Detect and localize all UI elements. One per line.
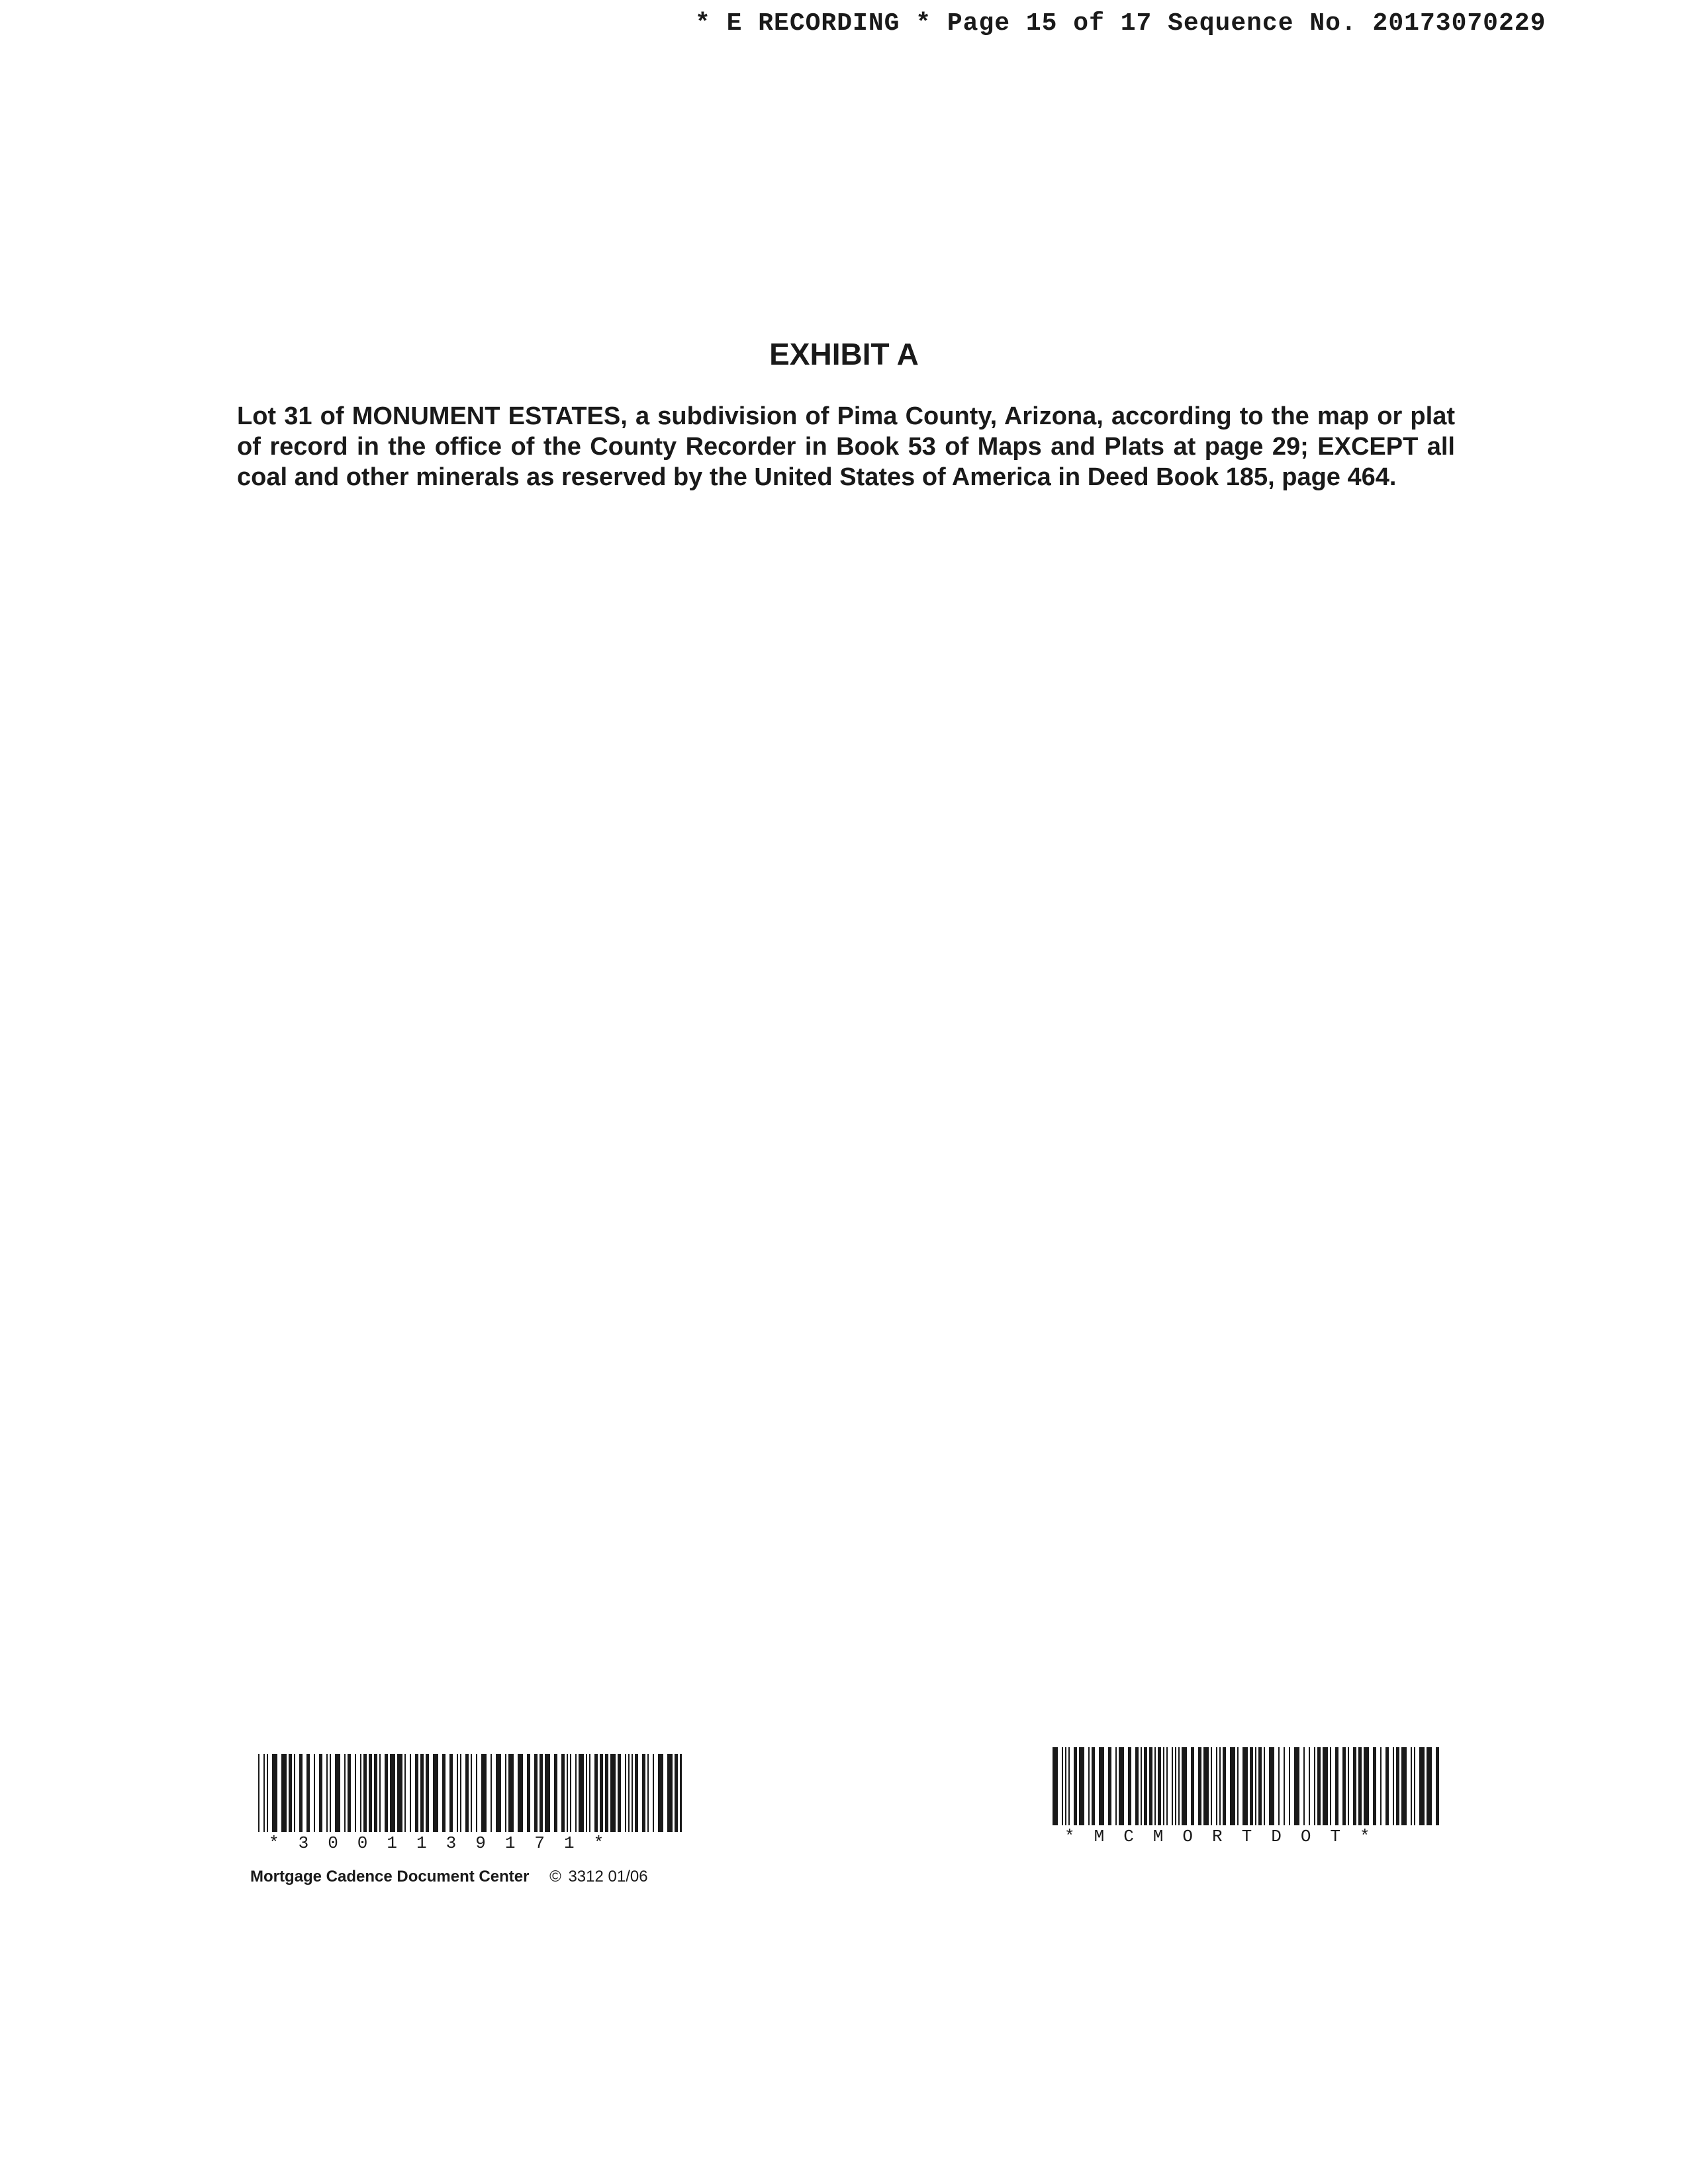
barcode-bar [534,1754,538,1832]
barcode-bar [1144,1747,1147,1825]
barcode-bar [449,1754,453,1832]
barcode-bar [314,1754,315,1832]
barcode-bar [1149,1747,1152,1825]
barcode-bar [1088,1747,1090,1825]
barcode-bar [1079,1747,1084,1825]
barcode-bar [1427,1747,1432,1825]
barcode-bar [263,1754,265,1832]
barcode-bar [642,1754,645,1832]
barcode-bar [496,1754,501,1832]
barcode-bar [433,1754,438,1832]
barcode-bar [420,1754,424,1832]
barcode-bar [508,1754,514,1832]
barcode-bar [594,1754,598,1832]
barcode-bar [1373,1747,1376,1825]
barcode-bar [1269,1747,1274,1825]
footer-company: Mortgage Cadence Document Center [250,1868,530,1886]
barcode-bar [360,1754,361,1832]
barcode-bar [1108,1747,1111,1825]
barcode-bar [1062,1747,1063,1825]
barcode-bar [1115,1747,1117,1825]
barcode-bar [1396,1747,1399,1825]
barcode-bar [426,1754,429,1832]
barcode-bar [567,1754,568,1832]
barcode-bar [390,1754,395,1832]
barcode-bar [586,1754,587,1832]
barcode-bar [1358,1747,1362,1825]
barcode-bar [476,1754,477,1832]
barcode-bar [1348,1747,1349,1825]
barcode-bar [299,1754,303,1832]
barcode-bar [1154,1747,1156,1825]
barcode-bar [289,1754,292,1832]
barcode-bar [1380,1747,1382,1825]
barcode-bar [415,1754,418,1832]
barcode-bar [579,1754,584,1832]
barcode-bar [680,1754,682,1832]
barcode-bar [1166,1747,1168,1825]
barcode-bar [628,1754,630,1832]
barcode-bar [1175,1747,1176,1825]
barcode-bar [518,1754,523,1832]
barcode-bar [355,1754,356,1832]
barcode-bar [330,1754,331,1832]
barcode-bar [385,1754,388,1832]
barcode-bar [1278,1747,1280,1825]
barcode-bar [410,1754,411,1832]
barcode-bar [1264,1747,1265,1825]
barcode-bar [258,1754,259,1832]
barcode-bar [667,1754,673,1832]
barcode-bar [554,1754,557,1832]
footer-form-number: 3312 01/06 [568,1868,648,1886]
barcode-bar [281,1754,287,1832]
barcode-bar [348,1754,351,1832]
barcode-bar [1335,1747,1338,1825]
barcode-bar [1203,1747,1209,1825]
barcode-bar [1158,1747,1161,1825]
barcode-bar [397,1754,402,1832]
barcode-bar [1068,1747,1070,1825]
barcode-bar [570,1754,571,1832]
barcode-bar [1317,1747,1321,1825]
barcode-bar [675,1754,678,1832]
exhibit-title: EXHIBIT A [769,337,919,371]
barcode-bar [1401,1747,1407,1825]
barcode-bar [363,1754,367,1832]
barcode-bar [1303,1747,1305,1825]
barcode-bar [1128,1747,1131,1825]
barcode-bar [1053,1747,1058,1825]
barcode-bar [1172,1747,1173,1825]
barcode-bar [647,1754,649,1832]
barcode-bar [335,1754,340,1832]
barcode-bar [605,1754,608,1832]
barcode-bar [306,1754,310,1832]
barcode-bar [545,1754,550,1832]
barcode-bar [1289,1747,1290,1825]
legal-description: Lot 31 of MONUMENT ESTATES, a subdivision of Pima County, Arizona, according to the map or plat of record in the office of the County Recorder in Book 53 of Maps and Plats at page 29; EXCEPT all coal and other minerals as reserved by the United States of America in Deed Book 185, page 464. [237,402,1455,491]
barcode-bar [1411,1747,1412,1825]
barcode-bar [1099,1747,1104,1825]
barcode-bar [635,1754,638,1832]
barcode-bar [319,1754,322,1832]
barcode-bar [1182,1747,1187,1825]
barcode-bar [1230,1747,1235,1825]
barcode-bar [1219,1747,1221,1825]
barcode-bar [618,1754,621,1832]
barcode-bar [1211,1747,1212,1825]
barcode-bar [1294,1747,1299,1825]
barcode-bar [1135,1747,1139,1825]
barcode-bar [589,1754,590,1832]
barcode-bar [1216,1747,1217,1825]
barcode-bar [457,1754,458,1832]
barcode-bar [505,1754,506,1832]
barcode-bar [481,1754,487,1832]
barcode-bar [294,1754,295,1832]
barcode-bar [1419,1747,1425,1825]
barcode-bar [1198,1747,1201,1825]
form-type-barcode-text: *MCMORTDOT* [1064,1827,1389,1846]
barcode-bar [527,1754,530,1832]
barcode-bar [1250,1747,1253,1825]
barcode-bar [1191,1747,1194,1825]
barcode-bar [1255,1747,1256,1825]
recording-stamp: * E RECORDING * Page 15 of 17 Sequence No. 20173070229 [695,9,1546,38]
form-type-barcode-bars [1053,1747,1443,1825]
barcode-bar [1243,1747,1248,1825]
barcode-bar [272,1754,277,1832]
barcode-bar [1258,1747,1262,1825]
barcode-bar [460,1754,461,1832]
barcode-bar [1342,1747,1346,1825]
barcode-bar [267,1754,268,1832]
barcode-bar [1309,1747,1310,1825]
barcode-bar [610,1754,616,1832]
document-barcode-text: *3001139171* [269,1833,624,1853]
form-footer [250,1868,648,1886]
barcode-bar [625,1754,626,1832]
barcode-bar [1237,1747,1239,1825]
barcode-bar [1436,1747,1439,1825]
barcode-bar [404,1754,406,1832]
barcode-bar [1065,1747,1066,1825]
barcode-bar [1385,1747,1389,1825]
barcode-bar [575,1754,577,1832]
barcode-bar [1393,1747,1394,1825]
document-barcode [258,1754,682,1853]
barcode-bar [1092,1747,1095,1825]
barcode-bar [1178,1747,1180,1825]
barcode-bar [369,1754,372,1832]
barcode-bar [1074,1747,1077,1825]
barcode-bar [1314,1747,1315,1825]
barcode-bar [653,1754,654,1832]
barcode-bar [1163,1747,1164,1825]
barcode-bar [1323,1747,1328,1825]
barcode-bar [374,1754,377,1832]
barcode-bar [379,1754,381,1832]
barcode-bar [539,1754,543,1832]
barcode-bar [465,1754,469,1832]
barcode-bar [1223,1747,1226,1825]
barcode-bar [1141,1747,1142,1825]
barcode-bar [1284,1747,1285,1825]
barcode-bar [326,1754,328,1832]
form-type-barcode [1053,1747,1443,1846]
barcode-bar [1353,1747,1356,1825]
barcode-bar [561,1754,565,1832]
barcode-bar [1364,1747,1369,1825]
barcode-bar [600,1754,603,1832]
barcode-bar [344,1754,346,1832]
barcode-bar [1119,1747,1124,1825]
copyright-icon: © [549,1868,561,1886]
barcode-bar [442,1754,445,1832]
barcode-bar [658,1754,663,1832]
document-barcode-bars [258,1754,682,1832]
barcode-bar [632,1754,633,1832]
barcode-bar [1414,1747,1415,1825]
barcode-bar [471,1754,472,1832]
barcode-bar [1330,1747,1331,1825]
barcode-bar [491,1754,492,1832]
